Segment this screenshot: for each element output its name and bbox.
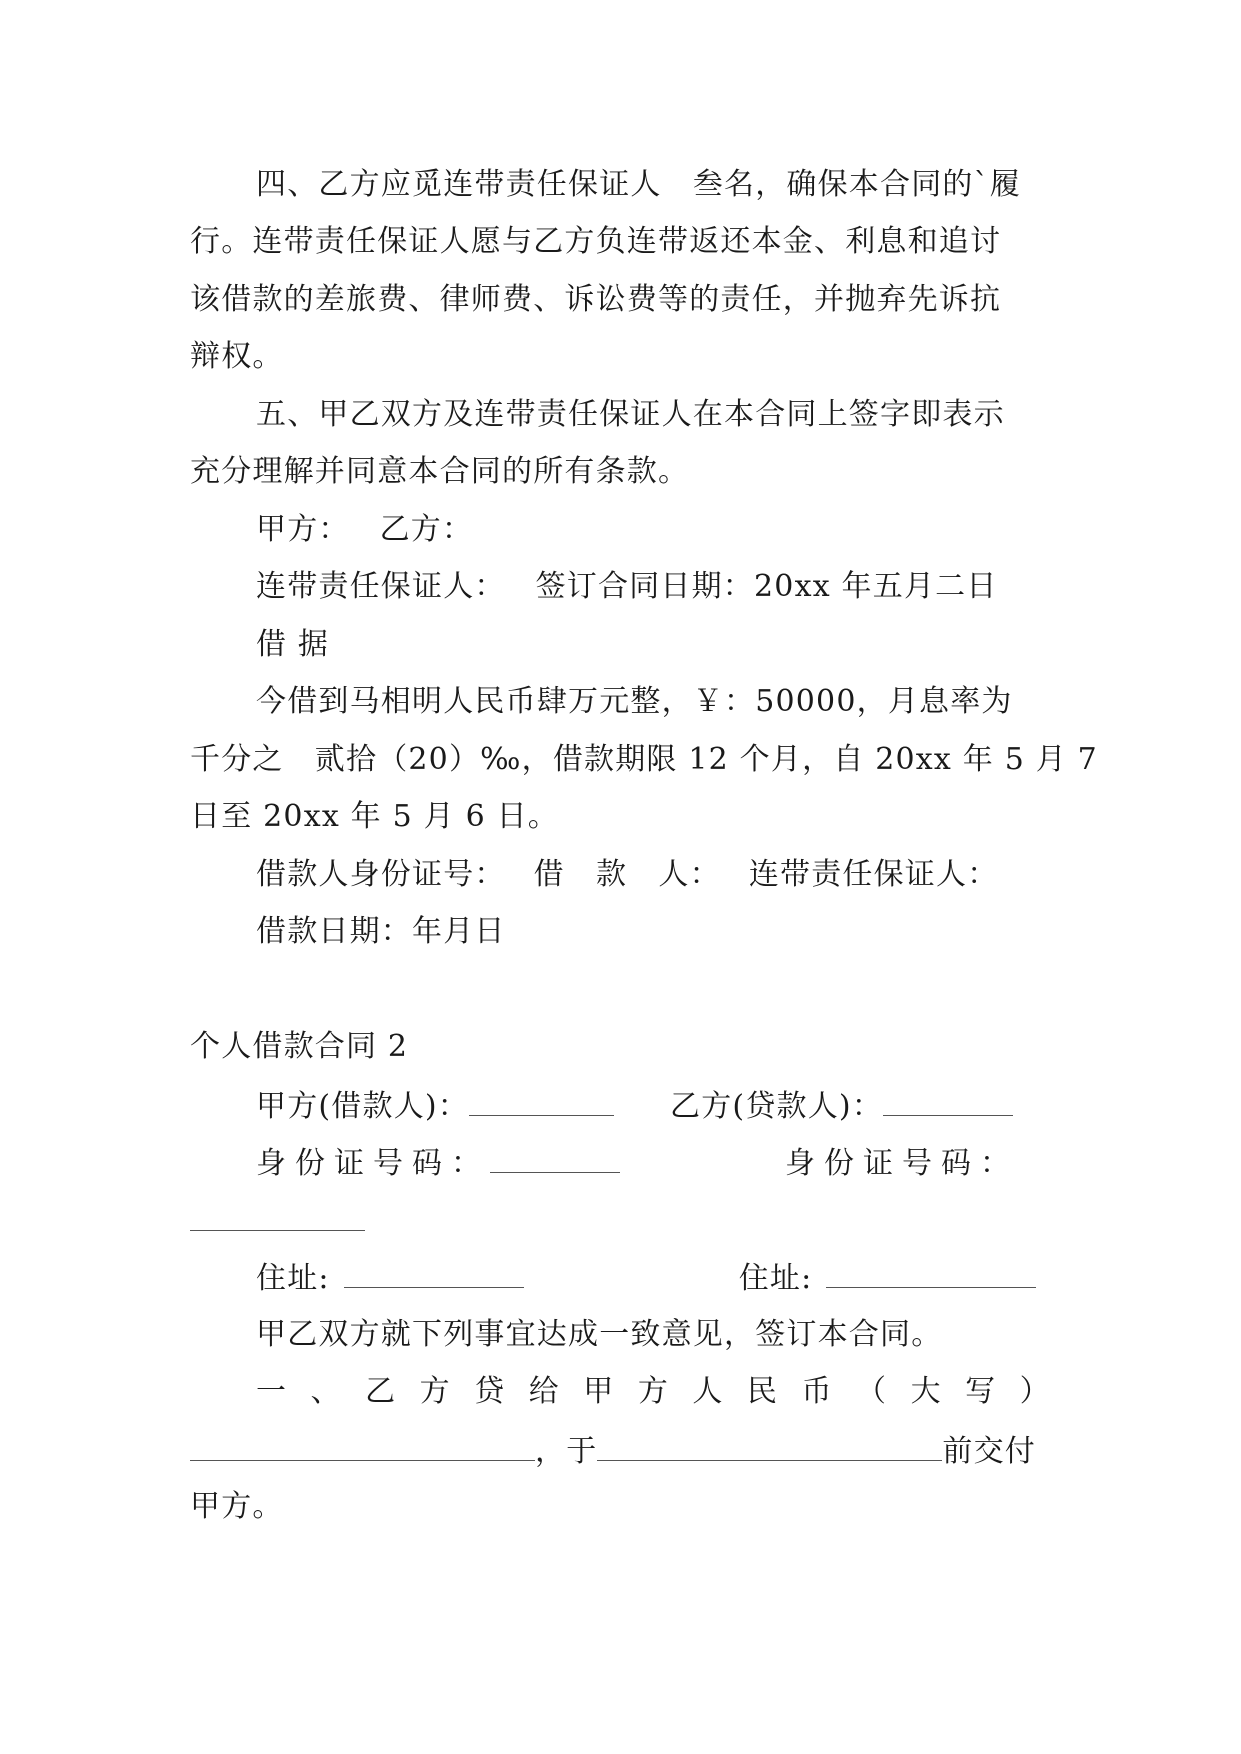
clause-1-line-3: 甲方。 (190, 1489, 284, 1524)
loan-date: 借款日期：年月日 (256, 914, 506, 949)
party-b-blank (883, 1085, 1013, 1116)
clause-1-char: 方 (419, 1374, 451, 1409)
party-a-label: 甲方： (256, 512, 350, 547)
clause-1-line-1 (256, 1372, 1051, 1412)
signature-parties-line (256, 510, 1051, 550)
clause-1-char: 给 (528, 1374, 560, 1409)
id-b-blank-line (190, 1200, 1051, 1242)
party-a-blank (469, 1085, 614, 1116)
clause-1-char: （ (856, 1374, 888, 1409)
address-line (256, 1257, 1051, 1299)
clause-1-char: 方 (637, 1374, 670, 1409)
clause-4-line-4: 辩权。 (190, 339, 284, 374)
guarantor-label-2: 连带责任保证人： (748, 857, 999, 892)
contract-2-title: 个人借款合同 2 (190, 1029, 409, 1064)
clause-1-char: 写 (965, 1374, 997, 1409)
clause-4-line-3: 该借款的差旅费、律师费、诉讼费等的责任，并抛弃先诉抗 (190, 282, 1002, 317)
date-blank (597, 1430, 942, 1461)
iou-line-2: 千分之 贰拾（20）‰，借款期限 12 个月，自 20xx 年 5 月 7 (190, 742, 1098, 777)
party-b-label: 乙方： (379, 512, 474, 547)
address-b-label: 住址: (738, 1261, 813, 1296)
iou-line-1: 今借到马相明人民币肆万元整，￥：50000，月息率为 (256, 684, 1013, 719)
clause-1-char: 乙 (365, 1374, 397, 1409)
id-b-blank (190, 1200, 365, 1231)
clause-1-mid: ，于 (535, 1434, 598, 1469)
clause-1-line-2 (190, 1430, 1051, 1472)
clause-1-end: 前交付 (942, 1434, 1037, 1469)
clause-4-line-2: 行。连带责任保证人愿与乙方负连带返还本金、利息和追讨 (190, 224, 1002, 259)
clause-1-char: ） (1019, 1374, 1051, 1409)
clause-5-line-2: 充分理解并同意本合同的所有条款。 (190, 454, 690, 489)
clause-1-char: 币 (801, 1374, 833, 1409)
id-number-line (256, 1142, 1051, 1184)
iou-line-3: 日至 20xx 年 5 月 6 日。 (190, 799, 560, 834)
clause-1-char: 人 (692, 1374, 724, 1409)
party-b-lender-label: 乙方(贷款人)： (670, 1089, 884, 1124)
id-label-a: 身份证号码： (256, 1146, 490, 1181)
address-a-blank (344, 1257, 524, 1288)
clause-1-char: 民 (746, 1374, 779, 1409)
address-a-label: 住址: (256, 1261, 330, 1296)
borrower-id-label: 借款人身份证号： (256, 857, 506, 892)
iou-signature-line (256, 855, 1051, 895)
clause-1-char: 、 (310, 1374, 342, 1409)
address-b-blank (826, 1257, 1036, 1288)
guarantor-date-line (256, 567, 1051, 607)
id-label-b: 身份证号码： (785, 1146, 1019, 1181)
clause-1-char: 大 (910, 1374, 942, 1409)
clause-1-char: 一 (256, 1374, 288, 1409)
clause-1-char: 贷 (474, 1374, 506, 1409)
sign-date: 签订合同日期：20xx 年五月二日 (535, 569, 998, 604)
party-a-borrower-label: 甲方(借款人)： (256, 1089, 470, 1124)
clause-1-char: 甲 (583, 1374, 615, 1409)
iou-title: 借 据 (256, 627, 330, 662)
parties-line (256, 1085, 1051, 1127)
clause-4-line-1: 四、乙方应觅连带责任保证人 叁名，确保本合同的`履 (256, 167, 1021, 202)
guarantor-label: 连带责任保证人： (256, 569, 506, 604)
amount-blank (190, 1430, 535, 1461)
id-a-blank (490, 1142, 620, 1173)
agreement-line: 甲乙双方就下列事宜达成一致意见，签订本合同。 (256, 1317, 943, 1352)
clause-5-line-1: 五、甲乙双方及连带责任保证人在本合同上签字即表示 (256, 397, 1005, 432)
borrower-label: 借 款 人： (533, 857, 721, 892)
